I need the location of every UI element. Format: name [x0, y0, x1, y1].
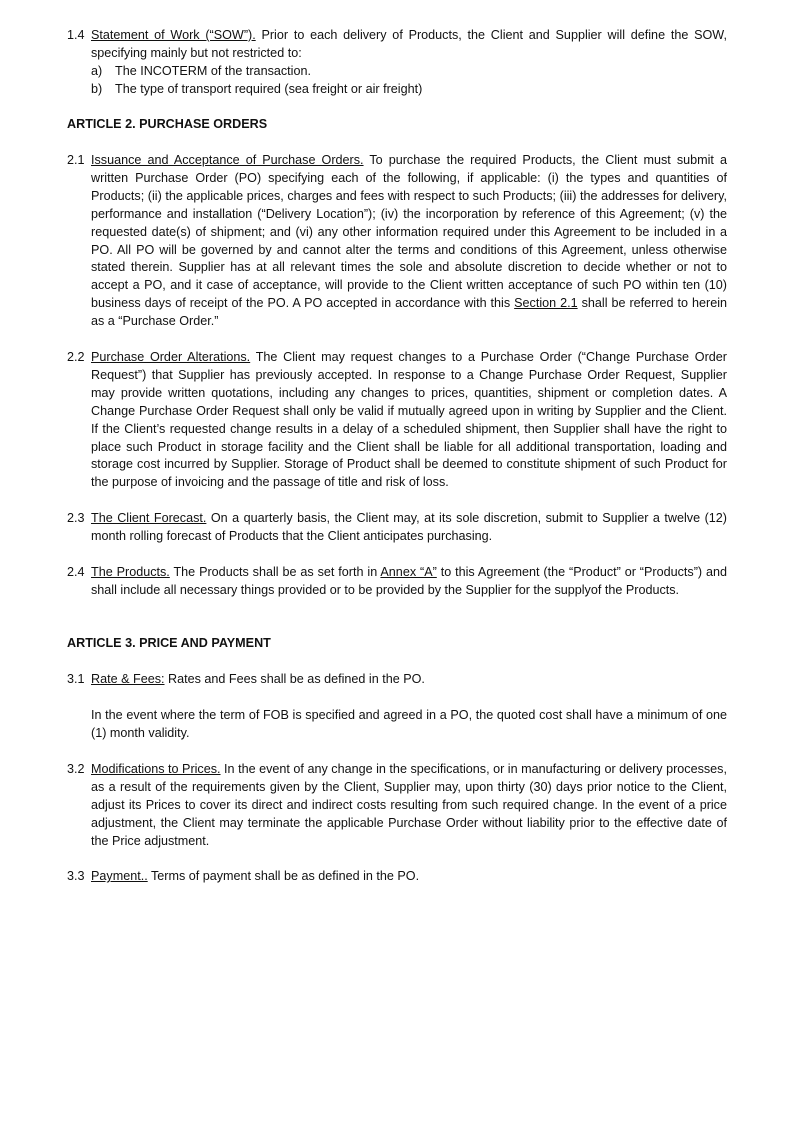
section-2-3	[67, 510, 727, 546]
section-number: 3.1	[67, 672, 85, 686]
article-2-heading: ARTICLE 2. PURCHASE ORDERS	[67, 117, 268, 131]
section-body: In the event of any change in the specifications, or in manufacturing or delivery processes, as a result of the requirements given by the Client, Supplier may, upon thirty (30) days prior notice to the Client, adjust its Prices to cover its direct and indirect costs resulting from such required change. In the event of a price adjustment, the Client may terminate the applicable Purchase Order without liability prior to the effective date of the Price adjustment.	[91, 762, 727, 848]
section-body: To purchase the required Products, the Client must submit a written Purchase Order (PO) specifying each of the following, if applicable: (i) the types and quantities of Products; (ii) the applicable prices, charges and fees with respect to such Products; (iii) the addresses for delivery, performance and installation (“Delivery Location”); (iv) the incorporation by reference of this Agreement; (v) the requested date(s) of shipment; and (vi) any other information required under this Agreement to be included in a PO. All PO will be governed by and cannot alter the terms and conditions of this Agreement, unless otherwise stated therein. Supplier has at all relevant times the sole and absolute discretion to decide whether or not to accept a PO, and it case of acceptance, will provide to the Client written acceptance of such PO within ten (10) business days of receipt of the PO. A PO accepted in accordance with this	[91, 153, 727, 311]
section-title: Payment..	[91, 869, 148, 883]
section-number: 2.2	[67, 350, 85, 364]
section-number: 3.3	[67, 869, 85, 883]
section-number: 3.2	[67, 762, 85, 776]
section-title: Issuance and Acceptance of Purchase Orders.	[91, 153, 364, 167]
section-reference-link[interactable]: Section 2.1	[514, 296, 578, 311]
section-number: 2.1	[67, 153, 85, 167]
section-body-tail: shall be referred to herein as a “Purchase Order.”	[91, 296, 727, 329]
article-3-heading: ARTICLE 3. PRICE AND PAYMENT	[67, 636, 271, 650]
section-title: Statement of Work (“SOW”).	[91, 28, 256, 42]
section-3-3	[67, 868, 727, 886]
section-3-2	[67, 761, 727, 851]
list-text: The type of transport required (sea freight or air freight)	[115, 81, 423, 96]
section-3-1	[67, 671, 727, 743]
list-item	[67, 63, 727, 81]
section-number: 2.3	[67, 511, 85, 525]
section-body: Prior to each delivery of Products, the Client and Supplier will define the SOW, specifying mainly but not restricted to:	[91, 28, 727, 60]
list-letter: b)	[91, 81, 103, 96]
section-body-tail: to this Agreement (the “Product” or “Products”) and shall include all necessary things provided or to be provided by the Supplier for the supplyof the Products.	[91, 565, 728, 597]
section-title: Purchase Order Alterations.	[91, 350, 251, 364]
list-letter: a)	[91, 63, 103, 78]
section-1-4	[67, 27, 727, 99]
section-2-2	[67, 349, 727, 492]
section-title: Rate & Fees:	[91, 672, 165, 686]
section-2-1	[67, 152, 727, 331]
section-title: Modifications to Prices.	[91, 762, 221, 776]
list-item	[67, 81, 727, 99]
section-number: 1.4	[67, 28, 85, 42]
annex-reference-link[interactable]: Annex “A”	[380, 565, 437, 579]
section-title: The Products.	[91, 565, 170, 579]
section-body: On a quarterly basis, the Client may, at its sole discretion, submit to Supplier a twelve (12) month rolling forecast of Products that the Client anticipates purchasing.	[91, 511, 727, 543]
section-body: The Client may request changes to a Purchase Order (“Change Purchase Order Request”) that Supplier has previously accepted. In response to a Change Purchase Order Request, Supplier may provide written quotations, including any changes to prices, quantities, shipment or completion dates. A Change Purchase Order Request shall only be valid if mutually agreed upon in writing by Supplier and the Client. If the Client’s requested change results in a delay of a scheduled shipment, then Supplier shall have the right to place such Product in storage facility and the Client shall be liable for all additional transportation, loading and storage cost incurred by Supplier. Storage of Product shall be deemed to constitute shipment of such Product for the purpose of invoicing and the passage of title and risk of loss.	[91, 350, 727, 490]
section-title: The Client Forecast.	[91, 511, 207, 525]
section-body: Rates and Fees shall be as defined in the PO.	[164, 672, 425, 686]
section-number: 2.4	[67, 565, 85, 579]
section-2-4	[67, 564, 727, 600]
section-body: Terms of payment shall be as defined in the PO.	[147, 869, 420, 883]
section-body: The Products shall be as set forth in	[169, 565, 381, 579]
list-text: The INCOTERM of the transaction.	[115, 63, 311, 78]
section-paragraph: In the event where the term of FOB is specified and agreed in a PO, the quoted cost shall have a minimum of one (1) month validity.	[91, 707, 727, 740]
